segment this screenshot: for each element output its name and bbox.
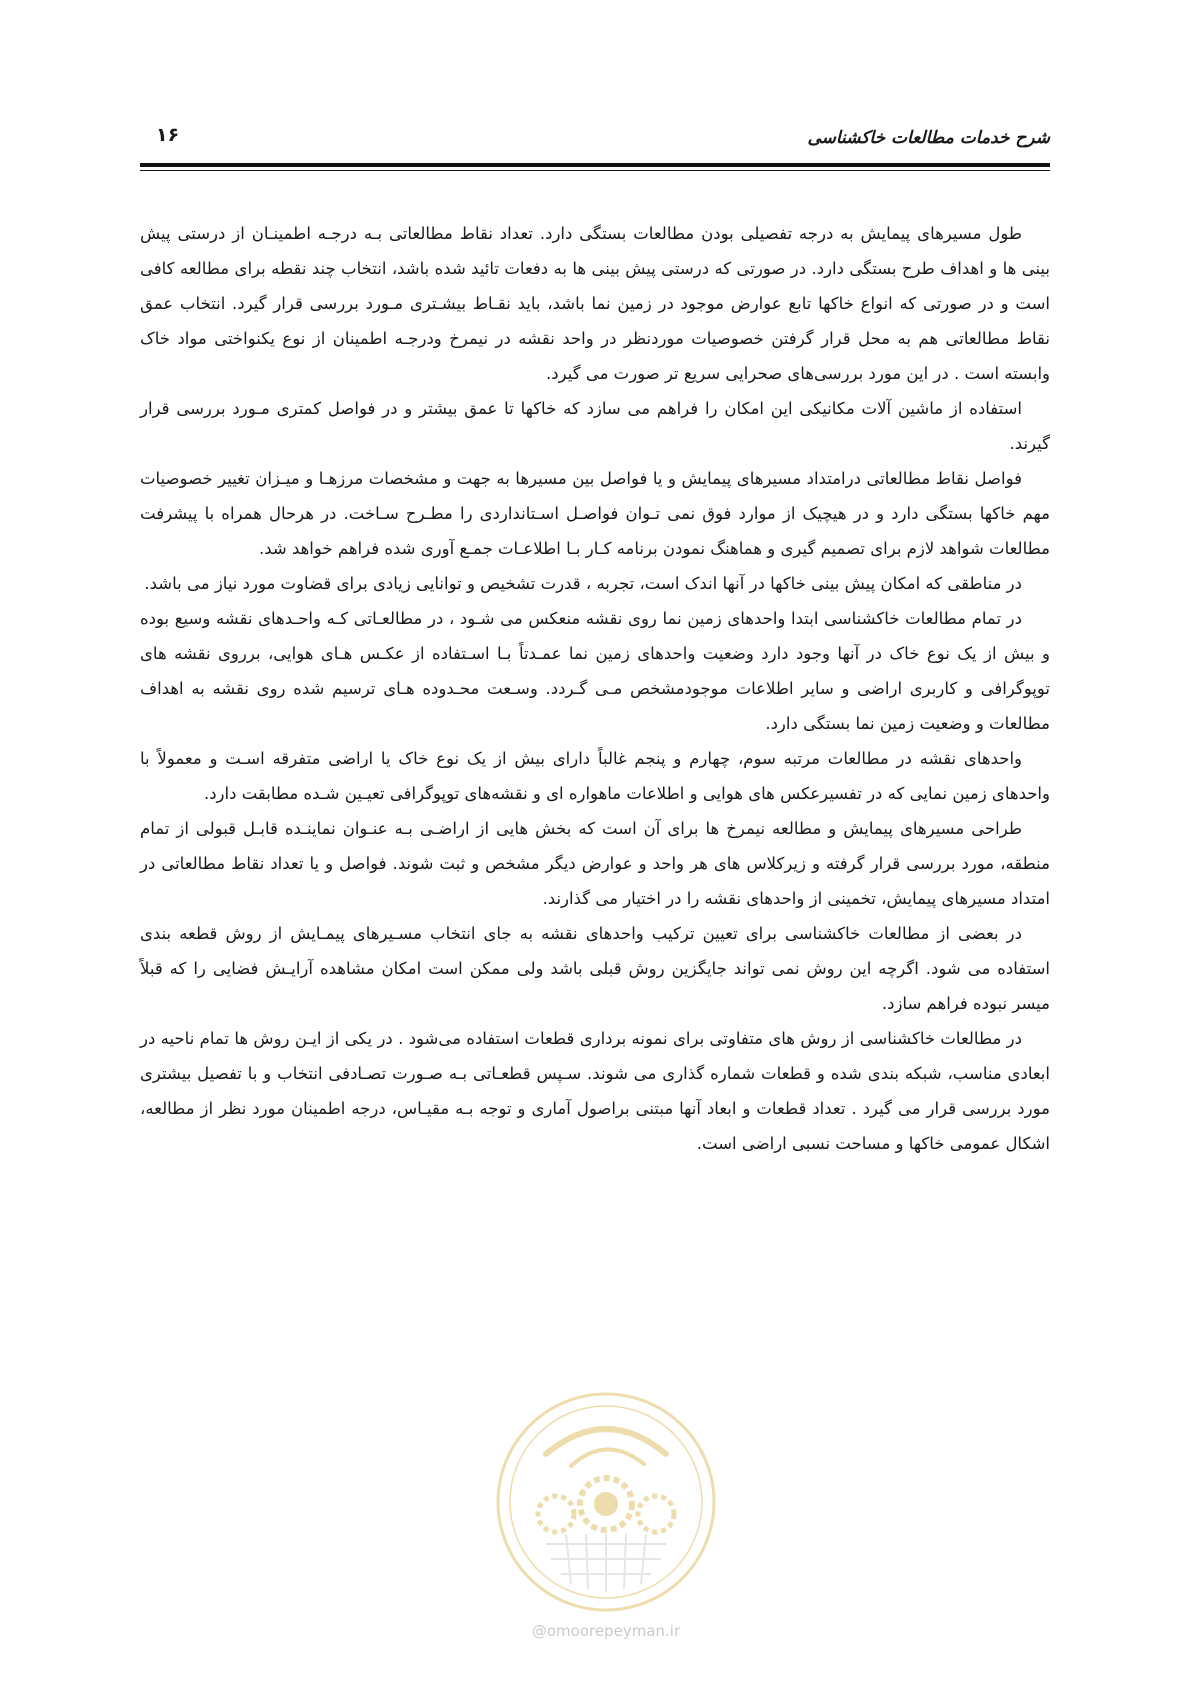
paragraph: استفاده از ماشین آلات مکانیکی این امکان را فراهم می سازد که خاکها تا عمق بیشتر و در فواصل کمتری مـورد بررسی قرار گیرند. bbox=[140, 399, 1050, 453]
watermark-seal-icon bbox=[476, 1384, 736, 1620]
watermark-logo bbox=[476, 1384, 736, 1644]
paragraph: واحدهای نقشه در مطالعات مرتبه سوم، چهارم و پنجم غالباً دارای بیش از یک نوع خاک یا اراضی متفرقه اسـت و معمولاً با واحدهای زمین نمایی که در تفسیرعکس های هوایی و اطلاعات ماهواره ای و نقشه‌های توپوگرافی تعیـین شـده مطابقت دارد. bbox=[140, 749, 1050, 803]
paragraph: در بعضی از مطالعات خاکشناسی برای تعیین ترکیب واحدهای نقشه به جای انتخاب مسـیرهای پیمـایش از روش قطعه بندی استفاده می شود. اگرچه این روش نمی تواند جایگزین روش قبلی باشد ولی ممکن است امکان مشاهده آرایـش فضایی را که قبلاً میسر نبوده فراهم سازد. bbox=[140, 924, 1050, 1013]
page-number: ۱۶ bbox=[156, 124, 180, 146]
watermark-url: @omoorepeyman.ir bbox=[531, 1622, 681, 1640]
header-rule-thin bbox=[140, 170, 1050, 171]
paragraph: فواصل نقاط مطالعاتی درامتداد مسیرهای پیمایش و یا فواصل بین مسیرها به جهت و مشخصات مرزهـا و میـزان تغییر خصوصیات مهم خاکها بستگی دارد و در هیچیک از موارد فوق نمی تـوان فواصـل اسـتانداردی را مطـرح سـاخت. در هرحال همراه با پیشرفت مطالعات شواهد لازم برای تصمیم گیری و هماهنگ نمودن برنامه کـار بـا اطلاعـات جمـع آوری شده فراهم خواهد شد. bbox=[140, 469, 1050, 558]
page-header bbox=[140, 118, 1050, 158]
running-title: شرح خدمات مطالعات خاکشناسی bbox=[807, 128, 1050, 148]
paragraph: طراحی مسیرهای پیمایش و مطالعه نیمرخ ها برای آن است که بخش هایی از اراضـی بـه عنـوان نماینـده قابـل قبولی از تمام منطقه، مورد بررسی قرار گرفته و زیرکلاس های هر واحد و عوارض دیگر مشخص و ثبت شوند. فواصل و یا تعداد نقاط مطالعاتی در امتداد مسیرهای پیمایش، تخمینی از واحدهای نقشه را در اختیار می گذارند. bbox=[140, 819, 1050, 908]
paragraph: در مناطقی که امکان پیش بینی خاکها در آنها اندک است، تجربه ، قدرت تشخیص و توانایی زیادی برای قضاوت مورد نیاز می باشد. bbox=[144, 574, 1022, 593]
paragraph: طول مسیرهای پیمایش به درجه تفصیلی بودن مطالعات بستگی دارد. تعداد نقاط مطالعاتی بـه درجـه اطمینـان از درستی پیش بینی ها و اهداف طرح بستگی دارد. در صورتی که درستی پیش بینی ها به دفعات تائید شده باشد، انتخاب چند نقطه برای مطالعه کافی است و در صورتی که انواع خاکها تابع عوارض موجود در زمین نما باشد، باید نقـاط بیشـتری مـورد بررسی قرار گیرد. انتخاب عمق نقاط مطالعاتی هم به محل قرار گرفتن خصوصیات موردنظر در واحد نقشه در نیمرخ ودرجـه اطمینان از نوع یکنواختی مواد خاک وابسته است . در این مورد بررسی‌های صحرایی سریع تر صورت می گیرد. bbox=[140, 224, 1050, 383]
header-rule-thick bbox=[140, 163, 1050, 167]
body-text bbox=[140, 216, 1050, 1161]
paragraph: در مطالعات خاکشناسی از روش های متفاوتی برای نمونه برداری قطعات استفاده می‌شود . در یکی از ایـن روش ها تمام ناحیه در ابعادی مناسب، شبکه بندی شده و قطعات شماره گذاری می شوند. سـپس قطعـاتی بـه صـورت تصـادفی انتخاب و با تفصیل بیشتری مورد بررسی قرار می گیرد . تعداد قطعات و ابعاد آنها مبتنی براصول آماری و توجه بـه مقیـاس، درجه اطمینان مورد نظر از مطالعه، اشکال عمومی خاکها و مساحت نسبی اراضی است. bbox=[140, 1029, 1050, 1153]
paragraph: در تمام مطالعات خاکشناسی ابتدا واحدهای زمین نما روی نقشه منعکس می شـود ، در مطالعـاتی کـه واحـدهای نقشه وسیع بوده و بیش از یک نوع خاک در آنها وجود دارد وضعیت واحدهای زمین نما عمـدتاً بـا اسـتفاده از عکـس هـای هوایی، برروی نقشه های توپوگرافی و کاربری اراضی و سایر اطلاعات موجودمشخص مـی گـردد. وسـعت محـدوده هـای ترسیم شده روی نقشه به اهداف مطالعات و وضعیت زمین نما بستگی دارد. bbox=[140, 609, 1050, 733]
